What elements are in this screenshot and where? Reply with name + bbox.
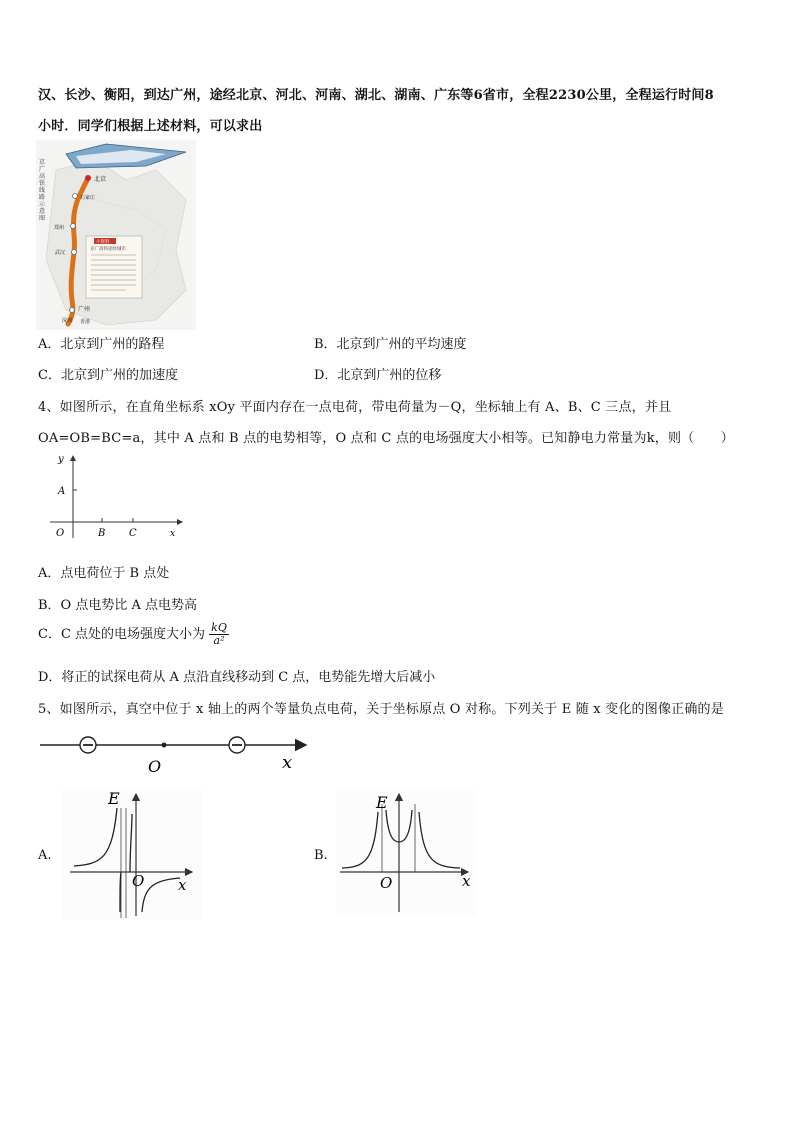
city-label: 北京 — [94, 176, 107, 183]
map-title-char: 示 — [39, 201, 46, 208]
y-axis-label: y — [58, 454, 64, 465]
svg-text:小资料: 小资料 — [96, 240, 110, 245]
fraction-numerator: kQ — [211, 621, 227, 634]
q5-option-b-label: B. — [314, 848, 328, 863]
city-label: 石家庄 — [80, 195, 96, 201]
q3-line2: 小时．同学们根据上述材料，可以求出 — [38, 119, 263, 134]
city-label: 武汉 — [55, 250, 66, 256]
railway-map-figure — [36, 140, 196, 330]
e-axis-label: E — [108, 789, 120, 808]
q4-option-b: B．O 点电势比 A 点电势高 — [38, 598, 197, 613]
x-axis-label: x — [170, 529, 176, 539]
map-title-char: 高 — [39, 173, 46, 180]
q5-graph-b — [336, 790, 476, 916]
q4-option-c-text: C．C 点处的电场强度大小为 — [38, 627, 206, 642]
q5-line1: 5、如图所示，真空中位于 x 轴上的两个等量负点电荷，关于坐标原点 O 对称。下列关于 E 随 x 变化的图像正确的是 — [38, 702, 724, 717]
e-axis-label: E — [376, 793, 388, 812]
q4-line1: 4、如图所示，在直角坐标系 xOy 平面内存在一点电荷，带电荷量为－Q，坐标轴上有 A、B、C 三点，并且 — [38, 400, 672, 415]
city-label: 郑州 — [54, 225, 65, 231]
point-b-label: B — [98, 528, 106, 539]
map-title-char: 铁 — [39, 180, 46, 187]
q4-line2: OA=OB=BC=a，其中 A 点和 B 点的电势相等，O 点和 C 点的电场强度大小相等。已知静电力常量为k，则（ ） — [38, 431, 734, 446]
city-marker — [85, 175, 91, 181]
q4-coordinate-figure — [40, 452, 190, 544]
map-title-char: 广 — [39, 166, 46, 173]
q5-graph-a — [62, 788, 202, 920]
city-marker — [70, 308, 75, 313]
origin-label: O — [132, 872, 145, 890]
svg-text:京广高铁途经城市: 京广高铁途经城市 — [90, 247, 126, 252]
q5-charge-axis-figure — [38, 728, 314, 776]
city-label: 深圳 — [62, 318, 73, 324]
point-c-label: C — [129, 528, 137, 539]
info-box — [86, 236, 142, 298]
x-axis-label: x — [178, 876, 187, 894]
x-axis-label: x — [462, 872, 471, 890]
q4-option-a: A．点电荷位于 B 点处 — [38, 566, 170, 581]
origin-dot — [162, 743, 167, 748]
q4-option-c — [38, 622, 229, 647]
origin-label: O — [380, 874, 393, 892]
map-title-char: 意 — [39, 208, 46, 215]
map-side-title — [39, 158, 46, 222]
map-title-char: 图 — [39, 215, 46, 222]
q3-option-b: B．北京到广州的平均速度 — [314, 337, 467, 352]
city-marker — [71, 224, 76, 229]
q3-option-c: C．北京到广州的加速度 — [38, 368, 178, 383]
city-marker — [73, 194, 78, 199]
x-axis-label: x — [282, 752, 293, 773]
origin-label: O — [148, 757, 162, 776]
q3-option-a: A．北京到广州的路程 — [38, 337, 165, 352]
fraction-denominator: a² — [213, 634, 225, 647]
map-title-char: 线 — [39, 187, 46, 194]
map-title-char: 京 — [39, 159, 46, 166]
origin-label: O — [56, 528, 65, 539]
q3-option-d: D．北京到广州的位移 — [314, 368, 442, 383]
fraction-kq-over-a2 — [209, 622, 229, 647]
q4-option-d: D．将正的试探电荷从 A 点沿直线移动到 C 点，电势能先增大后减小 — [38, 670, 436, 685]
city-marker — [72, 250, 77, 255]
city-label: 广州 — [78, 306, 91, 313]
q3-line1: 汉、长沙、衡阳，到达广州，途经北京、河北、河南、湖北、湖南、广东等6省市，全程2230公里，全程运行时间8 — [38, 88, 714, 103]
map-title-char: 路 — [39, 194, 46, 201]
q5-option-a-label: A. — [38, 848, 52, 863]
city-label: 香港 — [80, 319, 91, 325]
point-a-label: A — [58, 486, 66, 497]
